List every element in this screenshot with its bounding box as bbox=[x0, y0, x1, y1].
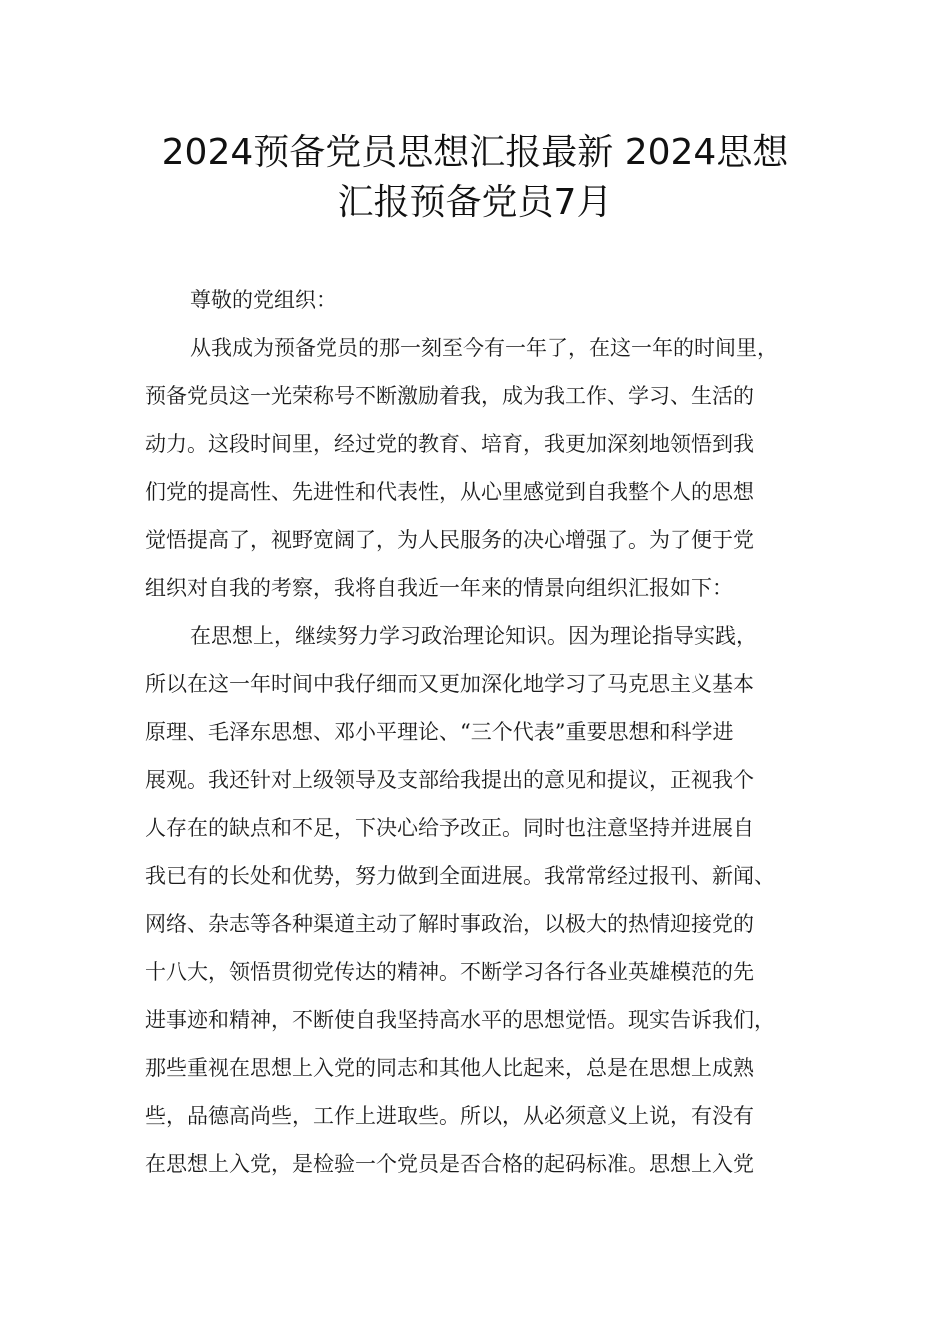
paragraph-line: 些，品德高尚些，工作上进取些。所以，从必须意义上说，有没有 bbox=[145, 1104, 754, 1128]
paragraph-line: 进事迹和精神，不断使自我坚持高水平的思想觉悟。现实告诉我们， bbox=[145, 1008, 775, 1032]
paragraph-line: 网络、杂志等各种渠道主动了解时事政治，以极大的热情迎接党的 bbox=[145, 912, 754, 936]
paragraph-line: 所以在这一年时间中我仔细而又更加深化地学习了马克思主义基本 bbox=[145, 672, 754, 696]
paragraph-line: 十八大，领悟贯彻党传达的精神。不断学习各行各业英雄模范的先 bbox=[145, 960, 754, 984]
paragraph-line: 那些重视在思想上入党的同志和其他人比起来，总是在思想上成熟 bbox=[145, 1056, 754, 1080]
paragraph-line: 觉悟提高了，视野宽阔了，为人民服务的决心增强了。为了便于党 bbox=[145, 528, 754, 552]
paragraph-line: 预备党员这一光荣称号不断激励着我，成为我工作、学习、生活的 bbox=[145, 384, 754, 408]
paragraph-line: 动力。这段时间里，经过党的教育、培育，我更加深刻地领悟到我 bbox=[145, 432, 754, 456]
salutation: 尊敬的党组织： bbox=[190, 288, 337, 312]
paragraph-line: 在思想上入党，是检验一个党员是否合格的起码标准。思想上入党 bbox=[145, 1152, 754, 1176]
paragraph-line: 在思想上，继续努力学习政治理论知识。因为理论指导实践， bbox=[190, 624, 757, 648]
document-title-line-2: 汇报预备党员7月 bbox=[337, 182, 613, 223]
paragraph-line: 我已有的长处和优势，努力做到全面进展。我常常经过报刊、新闻、 bbox=[145, 864, 775, 888]
paragraph-line: 原理、毛泽东思想、邓小平理论、“三个代表”重要思想和科学进 bbox=[145, 720, 734, 744]
paragraph-line: 展观。我还针对上级领导及支部给我提出的意见和提议，正视我个 bbox=[145, 768, 754, 792]
paragraph-line: 从我成为预备党员的那一刻至今有一年了，在这一年的时间里， bbox=[190, 336, 778, 360]
document-title-line-1: 2024预备党员思想汇报最新 2024思想 bbox=[161, 132, 789, 173]
paragraph-line: 们党的提高性、先进性和代表性，从心里感觉到自我整个人的思想 bbox=[145, 480, 754, 504]
paragraph-line: 组织对自我的考察，我将自我近一年来的情景向组织汇报如下： bbox=[145, 576, 733, 600]
paragraph-line: 人存在的缺点和不足，下决心给予改正。同时也注意坚持并进展自 bbox=[145, 816, 754, 840]
